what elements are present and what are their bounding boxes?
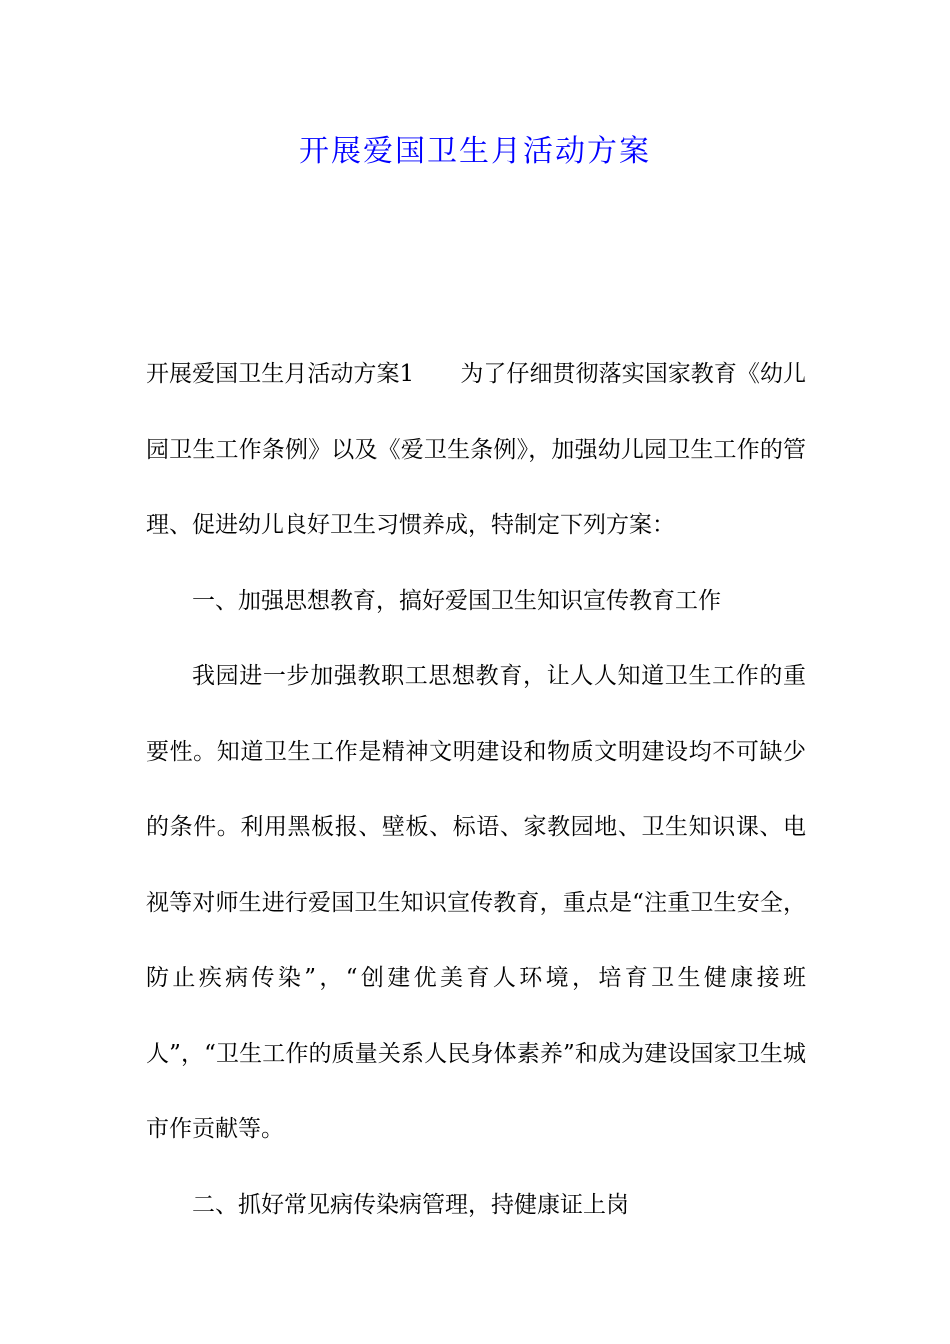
paragraph-intro: 开展爱国卫生月活动方案1 为了仔细贯彻落实国家教育《幼儿园卫生工作条例》以及《爱卫生条例》，加强幼儿园卫生工作的管理、促进幼儿良好卫生习惯养成，特制定下列方案： xyxy=(146,361,806,538)
section-heading-2: 二、抓好常见病传染病管理，持健康证上岗 xyxy=(192,1191,629,1218)
document-title: 开展爱国卫生月活动方案 xyxy=(299,134,651,169)
section-heading-1: 一、加强思想教育，搞好爱国卫生知识宣传教育工作 xyxy=(192,587,721,614)
paragraph-education: 我园进一步加强教职工思想教育，让人人知道卫生工作的重要性。知道卫生工作是精神文明建设和物质文明建设均不可缺少的条件。利用黑板报、壁板、标语、家教园地、卫生知识课、电视等对师生进行爱国卫生知识宣传教育，重点是“注重卫生安全，防止疾病传染”，“创建优美育人环境，培育卫生健康接班人”，“卫生工作的质量关系人民身体素养”和成为建设国家卫生城市作贡献等。 xyxy=(146,663,806,1142)
document-body xyxy=(146,337,806,1243)
